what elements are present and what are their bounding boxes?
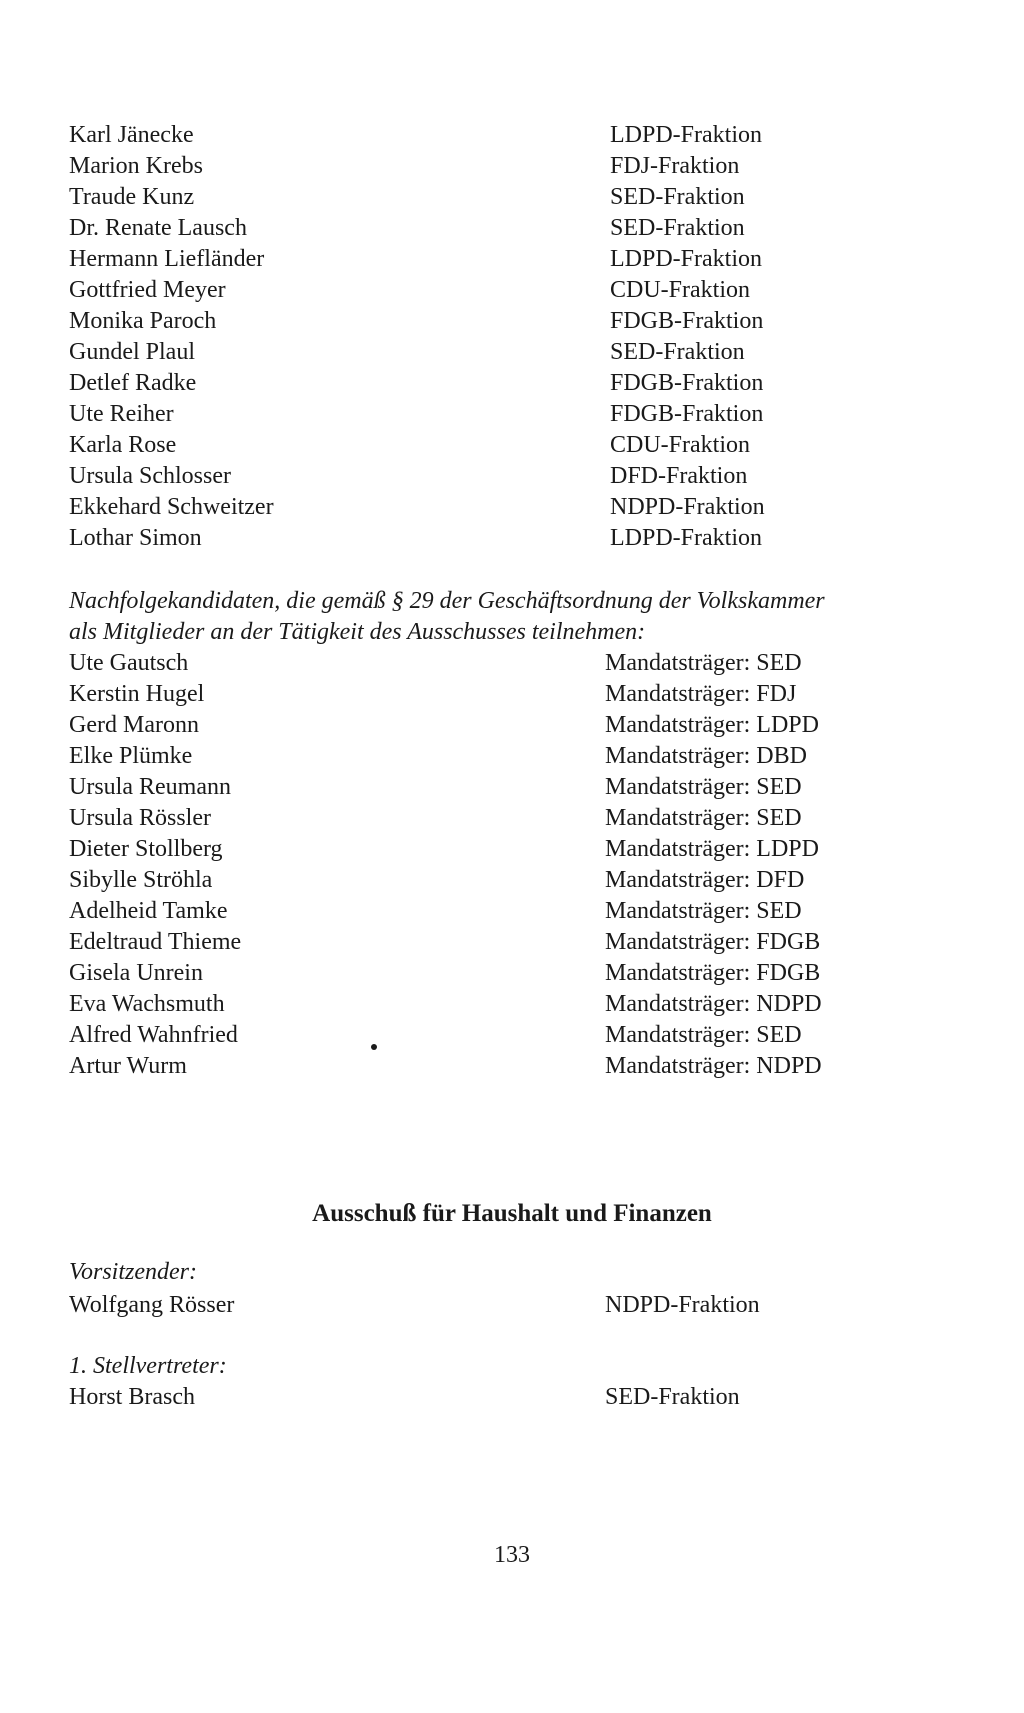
successor-name: Eva Wachsmuth (69, 991, 225, 1017)
member-name: Ursula Schlosser (69, 463, 231, 489)
chair-faction: NDPD-Fraktion (605, 1292, 760, 1318)
successor-row (69, 896, 949, 927)
successor-row (69, 772, 949, 803)
member-name: Karl Jänecke (69, 122, 194, 148)
member-name: Ute Reiher (69, 401, 174, 427)
member-faction: SED-Fraktion (610, 339, 745, 365)
member-row (69, 275, 949, 306)
successor-name: Alfred Wahnfried (69, 1022, 238, 1048)
successor-row (69, 648, 949, 679)
member-row (69, 306, 949, 337)
successor-name: Artur Wurm (69, 1053, 187, 1079)
member-row (69, 430, 949, 461)
successor-mandate: Mandatsträger: SED (605, 650, 802, 676)
successor-name: Gerd Maronn (69, 712, 199, 738)
member-faction: LDPD-Fraktion (610, 525, 762, 551)
member-faction: SED-Fraktion (610, 184, 745, 210)
member-name: Lothar Simon (69, 525, 202, 551)
successor-mandate: Mandatsträger: DFD (605, 867, 805, 893)
successor-mandate: Mandatsträger: SED (605, 898, 802, 924)
member-row (69, 120, 949, 151)
successor-mandate: Mandatsträger: DBD (605, 743, 807, 769)
member-name: Hermann Liefländer (69, 246, 265, 272)
successor-name: Kerstin Hugel (69, 681, 205, 707)
member-faction: DFD-Fraktion (610, 463, 748, 489)
member-name: Detlef Radke (69, 370, 197, 396)
member-name: Ekkehard Schweitzer (69, 494, 274, 520)
member-name: Traude Kunz (69, 184, 195, 210)
deputy-row (69, 1382, 949, 1413)
successor-row (69, 741, 949, 772)
successor-mandate: Mandatsträger: SED (605, 805, 802, 831)
successor-mandate: Mandatsträger: NDPD (605, 991, 822, 1017)
member-faction: LDPD-Fraktion (610, 246, 762, 272)
successor-name: Ursula Rössler (69, 805, 211, 831)
successor-mandate: Mandatsträger: SED (605, 1022, 802, 1048)
member-name: Gundel Plaul (69, 339, 195, 365)
successor-note-line-1: Nachfolgekandidaten, die gemäß § 29 der Geschäftsordnung der Volkskammer (69, 588, 825, 614)
successor-row (69, 803, 949, 834)
successor-row (69, 710, 949, 741)
successor-row (69, 834, 949, 865)
member-faction: CDU-Fraktion (610, 432, 750, 458)
member-name: Dr. Renate Lausch (69, 215, 247, 241)
committee-heading: Ausschuß für Haushalt und Finanzen (312, 1200, 712, 1227)
member-faction: NDPD-Fraktion (610, 494, 765, 520)
member-faction: FDJ-Fraktion (610, 153, 740, 179)
successor-note-line-2: als Mitglieder an der Tätigkeit des Ausschusses teilnehmen: (69, 619, 646, 645)
successor-row (69, 679, 949, 710)
successor-name: Elke Plümke (69, 743, 193, 769)
chair-label: Vorsitzender: (69, 1259, 197, 1285)
stray-print-dot (371, 1044, 377, 1050)
member-row (69, 151, 949, 182)
member-row (69, 523, 949, 554)
member-row (69, 213, 949, 244)
member-faction: CDU-Fraktion (610, 277, 750, 303)
member-faction: FDGB-Fraktion (610, 308, 764, 334)
member-row (69, 368, 949, 399)
successor-row (69, 958, 949, 989)
successor-mandate: Mandatsträger: NDPD (605, 1053, 822, 1079)
member-row (69, 244, 949, 275)
successor-name: Ursula Reumann (69, 774, 231, 800)
member-name: Gottfried Meyer (69, 277, 226, 303)
member-faction: FDGB-Fraktion (610, 401, 764, 427)
member-row (69, 337, 949, 368)
member-faction: SED-Fraktion (610, 215, 745, 241)
member-name: Karla Rose (69, 432, 177, 458)
chair-name: Wolfgang Rösser (69, 1292, 235, 1318)
successor-row (69, 989, 949, 1020)
successor-row (69, 927, 949, 958)
successor-mandate: Mandatsträger: FDJ (605, 681, 797, 707)
successor-name: Adelheid Tamke (69, 898, 228, 924)
successor-row (69, 1020, 949, 1051)
member-row (69, 182, 949, 213)
member-faction: FDGB-Fraktion (610, 370, 764, 396)
chair-row (69, 1290, 949, 1321)
member-row (69, 492, 949, 523)
deputy-faction: SED-Fraktion (605, 1384, 740, 1410)
successor-mandate: Mandatsträger: FDGB (605, 929, 821, 955)
successor-name: Sibylle Ströhla (69, 867, 213, 893)
member-row (69, 461, 949, 492)
successor-mandate: Mandatsträger: FDGB (605, 960, 821, 986)
successor-name: Dieter Stollberg (69, 836, 223, 862)
successor-name: Ute Gautsch (69, 650, 189, 676)
successor-mandate: Mandatsträger: LDPD (605, 712, 819, 738)
member-name: Monika Paroch (69, 308, 217, 334)
successor-name: Edeltraud Thieme (69, 929, 242, 955)
deputy-name: Horst Brasch (69, 1384, 195, 1410)
successor-row (69, 865, 949, 896)
successor-row (69, 1051, 949, 1082)
member-name: Marion Krebs (69, 153, 203, 179)
member-row (69, 399, 949, 430)
member-faction: LDPD-Fraktion (610, 122, 762, 148)
successor-mandate: Mandatsträger: SED (605, 774, 802, 800)
page-number: 133 (494, 1542, 530, 1568)
successor-mandate: Mandatsträger: LDPD (605, 836, 819, 862)
successor-name: Gisela Unrein (69, 960, 203, 986)
deputy-label: 1. Stellvertreter: (69, 1353, 227, 1379)
